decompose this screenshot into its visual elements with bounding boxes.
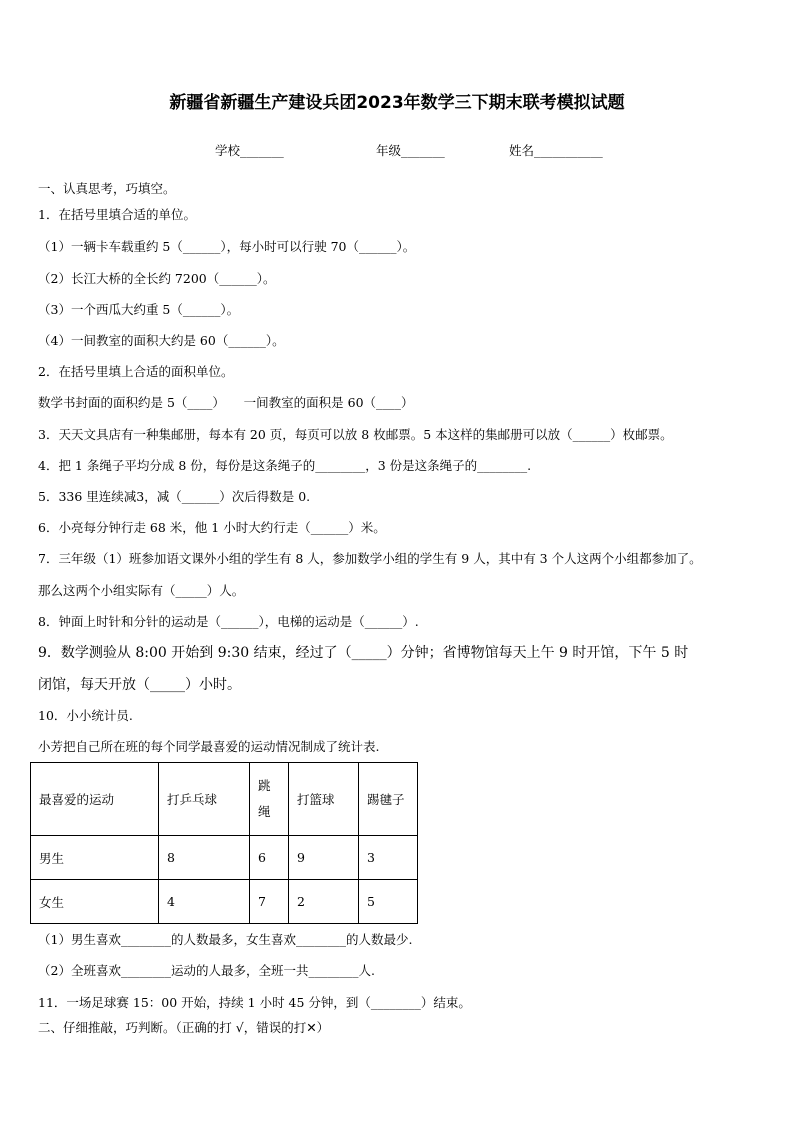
question-1: 1．在括号里填合适的单位。 (38, 207, 196, 222)
question-10-part-1: （1）男生喜欢________的人数最多，女生喜欢________的人数最少. (38, 932, 413, 947)
table-header-row (31, 763, 418, 836)
table-header-cell: 打篮球 (289, 763, 359, 836)
table-cell: 9 (289, 836, 359, 880)
table-cell: 男生 (31, 836, 159, 880)
table-row (31, 836, 418, 880)
school-field: 学校_______ (215, 143, 284, 158)
question-10: 10．小小统计员. (38, 708, 133, 723)
question-2: 2．在括号里填上合适的面积单位。 (38, 364, 234, 379)
name-field: 姓名___________ (509, 143, 603, 158)
question-2-content: 数学书封面的面积约是 5（____） 一间教室的面积是 60（____） (38, 395, 414, 410)
question-8: 8．钟面上时针和分针的运动是（______），电梯的运动是（______）. (38, 614, 419, 629)
question-6: 6．小亮每分钟行走 68 米，他 1 小时大约行走（______）米。 (38, 520, 386, 535)
table-cell: 6 (250, 836, 289, 880)
table-cell: 2 (289, 880, 359, 924)
table-header-text: 绳 (258, 804, 271, 819)
table-header-cell (250, 763, 289, 836)
table-cell: 5 (359, 880, 418, 924)
table-cell: 8 (159, 836, 250, 880)
question-9-line-1: 9．数学测验从 8:00 开始到 9:30 结束，经过了（_____）分钟；省博物馆每天上午 9 时开馆，下午 5 时 (38, 645, 689, 661)
question-1-part-2: （2）长江大桥的全长约 7200（______）。 (38, 271, 276, 286)
section-1-heading: 一、认真思考，巧填空。 (38, 181, 176, 196)
table-row (31, 880, 418, 924)
question-5: 5．336 里连续减3，减（______）次后得数是 0. (38, 489, 311, 504)
sports-stats-table (30, 762, 418, 924)
question-1-part-3: （3）一个西瓜大约重 5（______）。 (38, 302, 240, 317)
question-1-part-1: （1）一辆卡车载重约 5（______），每小时可以行驶 70（______）。 (38, 239, 416, 254)
question-11: 11．一场足球赛 15：00 开始，持续 1 小时 45 分钟，到（________）结束。 (38, 995, 471, 1010)
section-2-heading: 二、仔细推敲，巧判断。（正确的打 √，错误的打✕） (38, 1020, 330, 1035)
table-cell: 3 (359, 836, 418, 880)
question-1-part-4: （4）一间教室的面积大约是 60（______）。 (38, 333, 285, 348)
table-cell: 4 (159, 880, 250, 924)
table-header-cell: 踢毽子 (359, 763, 418, 836)
question-7-line-1: 7．三年级（1）班参加语文课外小组的学生有 8 人，参加数学小组的学生有 9 人，其中有 3 个人这两个小组都参加了。 (38, 551, 702, 566)
question-3: 3．天天文具店有一种集邮册，每本有 20 页，每页可以放 8 枚邮票。5 本这样的集邮册可以放（______）枚邮票。 (38, 427, 673, 442)
table-cell: 女生 (31, 880, 159, 924)
table-header-cell: 最喜爱的运动 (31, 763, 159, 836)
table-cell: 7 (250, 880, 289, 924)
question-9-line-2: 闭馆，每天开放（_____）小时。 (38, 677, 241, 693)
question-10-intro: 小芳把自己所在班的每个同学最喜爱的运动情况制成了统计表. (38, 739, 380, 754)
grade-field: 年级_______ (376, 143, 445, 158)
question-4: 4．把 1 条绳子平均分成 8 份，每份是这条绳子的________，3 份是这条绳子的________. (38, 458, 532, 473)
question-10-part-2: （2）全班喜欢________运动的人最多，全班一共________人. (38, 963, 375, 978)
page-title: 新疆省新疆生产建设兵团2023年数学三下期末联考模拟试题 (169, 93, 625, 113)
table-header-text: 跳 (258, 778, 271, 793)
question-7-line-2: 那么这两个小组实际有（_____）人。 (38, 583, 245, 598)
table-header-cell: 打乒乓球 (159, 763, 250, 836)
